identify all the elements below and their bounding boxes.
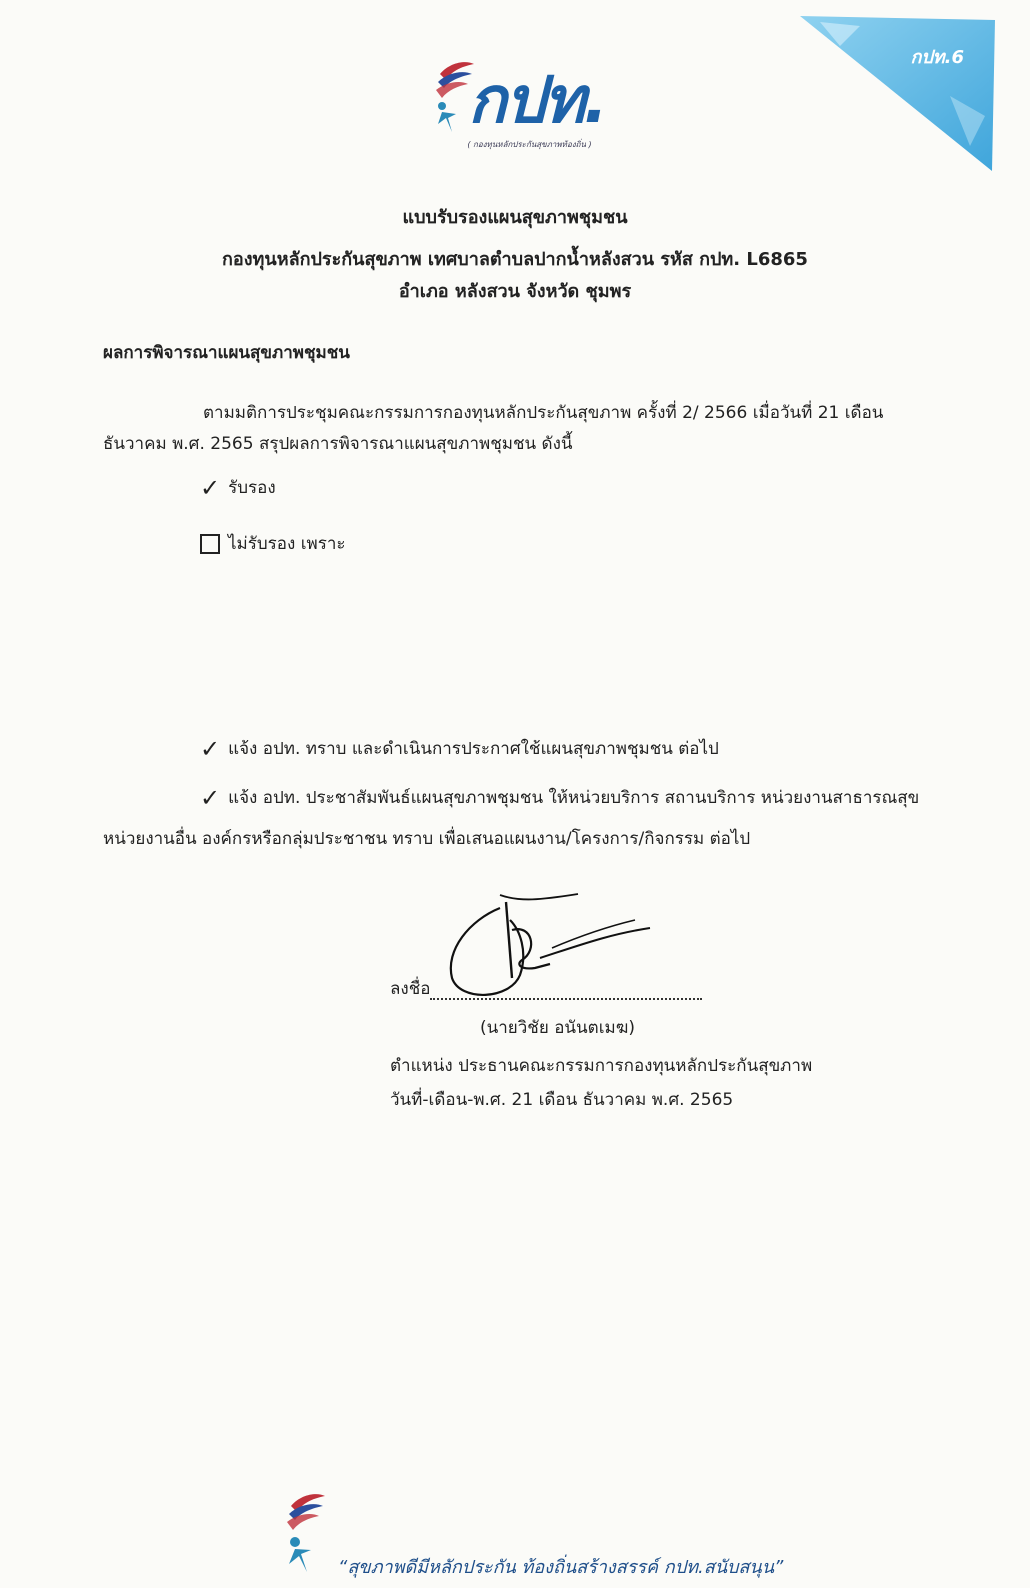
empty-checkbox-icon[interactable]: [200, 534, 220, 554]
sign-date: วันที่-เดือน-พ.ศ. 21 เดือน ธันวาคม พ.ศ. 2565: [390, 1090, 734, 1110]
signature-line: [430, 998, 702, 1000]
checkmark-icon: ✓: [200, 783, 221, 812]
action-announce-text: แจ้ง อปท. ทราบ และดำเนินการประกาศใช้แผนสุขภาพชุมชน ต่อไป: [228, 739, 719, 759]
location-line: อำเภอ หลังสวน จังหวัด ชุมพร: [398, 281, 632, 302]
signer-position: ตำแหน่ง ประธานคณะกรรมการกองทุนหลักประกันสุขภาพ: [390, 1056, 813, 1076]
form-title: แบบรับรองแผนสุขภาพชุมชน: [402, 207, 628, 228]
checkmark-icon: ✓: [200, 734, 221, 763]
handwritten-signature: [440, 890, 670, 1005]
action-publicize-text-1: แจ้ง อปท. ประชาสัมพันธ์แผนสุขภาพชุมชน ให้หน่วยบริการ สถานบริการ หน่วยงานสาธารณสุข: [228, 788, 920, 808]
footer-slogan: “สุขภาพดีมีหลักประกัน ท้องถิ่นสร้างสรรค์ กปท.สนับสนุน”: [338, 1557, 784, 1578]
action-publicize-text-2: หน่วยงานอื่น องค์กรหรือกลุ่มประชาชน ทราบ เพื่อเสนอแผนงาน/โครงการ/กิจกรรม ต่อไป: [103, 829, 751, 849]
option-reject-label: ไม่รับรอง เพราะ: [228, 534, 346, 554]
corner-tag-label: กปท.6: [910, 47, 964, 68]
footer-logo-icon: [283, 1492, 327, 1572]
option-reject[interactable]: [200, 530, 346, 557]
sign-label: ลงชื่อ: [390, 979, 431, 999]
checkmark-icon: ✓: [200, 473, 221, 502]
signer-name: (นายวิชัย อนันตเมฆ): [480, 1018, 635, 1038]
logo-wordmark: กปท.: [468, 64, 606, 138]
paragraph-line-1: ตามมติการประชุมคณะกรรมการกองทุนหลักประกันสุขภาพ ครั้งที่ 2/ 2566 เมื่อวันที่ 21 เดือน: [203, 403, 884, 423]
corner-form-tag: [800, 16, 1000, 176]
action-publicize: [200, 784, 919, 811]
paragraph-line-2: ธันวาคม พ.ศ. 2565 สรุปผลการพิจารณาแผนสุขภาพชุมชน ดังนี้: [103, 434, 573, 454]
resolution-paragraph: [103, 398, 958, 460]
fund-logo: [432, 60, 637, 160]
action-announce: [200, 735, 719, 762]
option-approve[interactable]: [200, 474, 276, 501]
fund-line: กองทุนหลักประกันสุขภาพ เทศบาลตำบลปากน้ำหลังสวน รหัส กปท. L6865: [222, 249, 808, 270]
option-approve-label: รับรอง: [228, 478, 276, 498]
section-title: ผลการพิจารณาแผนสุขภาพชุมชน: [103, 343, 350, 363]
logo-tagline: ( กองทุนหลักประกันสุขภาพท้องถิ่น ): [467, 140, 592, 149]
